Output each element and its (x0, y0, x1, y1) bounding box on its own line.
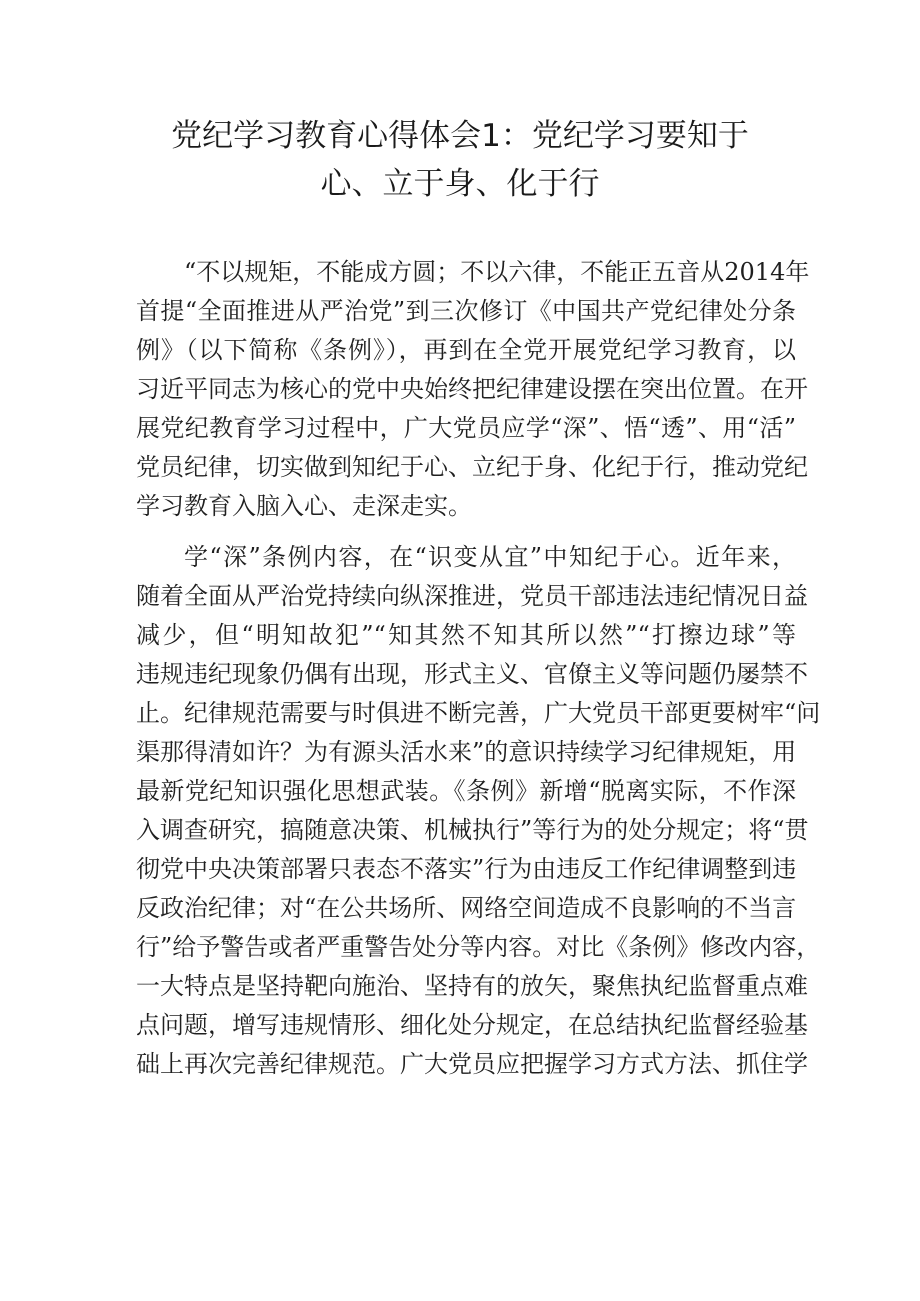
document-body (136, 253, 821, 1084)
paragraph-line: 例》（以下简称《条例》），再到在全党开展党纪学习教育，以 (136, 336, 796, 364)
paragraph-line: 渠那得清如许？为有源头活水来”的意识持续学习纪律规矩，用 (136, 738, 797, 766)
paragraph-line: 最新党纪知识强化思想武装。《条例》新增“脱离实际，不作深 (136, 777, 796, 805)
paragraph-line: 党员纪律，切实做到知纪于心、立纪于身、化纪于行，推动党纪 (136, 453, 808, 481)
document-title (0, 112, 920, 208)
paragraph-line: 习近平同志为核心的党中央始终把纪律建设摆在突出位置。在开 (136, 375, 808, 403)
paragraph-spacer (136, 526, 796, 538)
paragraph-line: 反政治纪律；对“在公共场所、网络空间造成不良影响的不当言 (136, 894, 797, 922)
paragraph-line: 点问题，增写违规情形、细化处分规定，在总结执纪监督经验基 (136, 1011, 808, 1039)
paragraph-line: 入调查研究，搞随意决策、机械执行”等行为的处分规定；将“贯 (136, 816, 809, 844)
paragraph-line: 学习教育入脑入心、走深走实。 (136, 492, 472, 520)
paragraph-line: 减少，但“明知故犯”“知其然不知其所以然”“打擦边球”等 (136, 621, 796, 649)
paragraph-line: 随着全面从严治党持续向纵深推进，党员干部违法违纪情况日益 (136, 582, 808, 610)
paragraph-2 (136, 538, 821, 1084)
title-line: 党纪学习教育心得体会1：党纪学习要知于 (171, 118, 749, 154)
title-line: 心、立于身、化于行 (320, 166, 600, 202)
paragraph-line: 首提“全面推进从严治党”到三次修订《中国共产党纪律处分条 (136, 297, 796, 325)
paragraph-line: 一大特点是坚持靶向施治、坚持有的放矢，聚焦执纪监督重点难 (136, 972, 808, 1000)
paragraph-line: “不以规矩，不能成方圆；不以六律，不能正五音从2014年 (184, 258, 810, 286)
paragraph-line: 展党纪教育学习过程中，广大党员应学“深”、悟“透”、用“活” (136, 414, 796, 442)
paragraph-line: 彻党中央决策部署只表态不落实”行为由违反工作纪律调整到违 (136, 855, 797, 883)
paragraph-line: 止。纪律规范需要与时俱进不断完善，广大党员干部更要树牢“问 (136, 699, 821, 727)
paragraph-1 (136, 253, 810, 526)
paragraph-line: 学“深”条例内容，在“识变从宜”中知纪于心。近年来， (184, 543, 796, 571)
paragraph-line: 违规违纪现象仍偶有出现，形式主义、官僚主义等问题仍屡禁不 (136, 660, 808, 688)
paragraph-line: 础上再次完善纪律规范。广大党员应把握学习方式方法、抓住学 (136, 1050, 808, 1078)
paragraph-line: 行”给予警告或者严重警告处分等内容。对比《条例》修改内容， (136, 933, 821, 961)
